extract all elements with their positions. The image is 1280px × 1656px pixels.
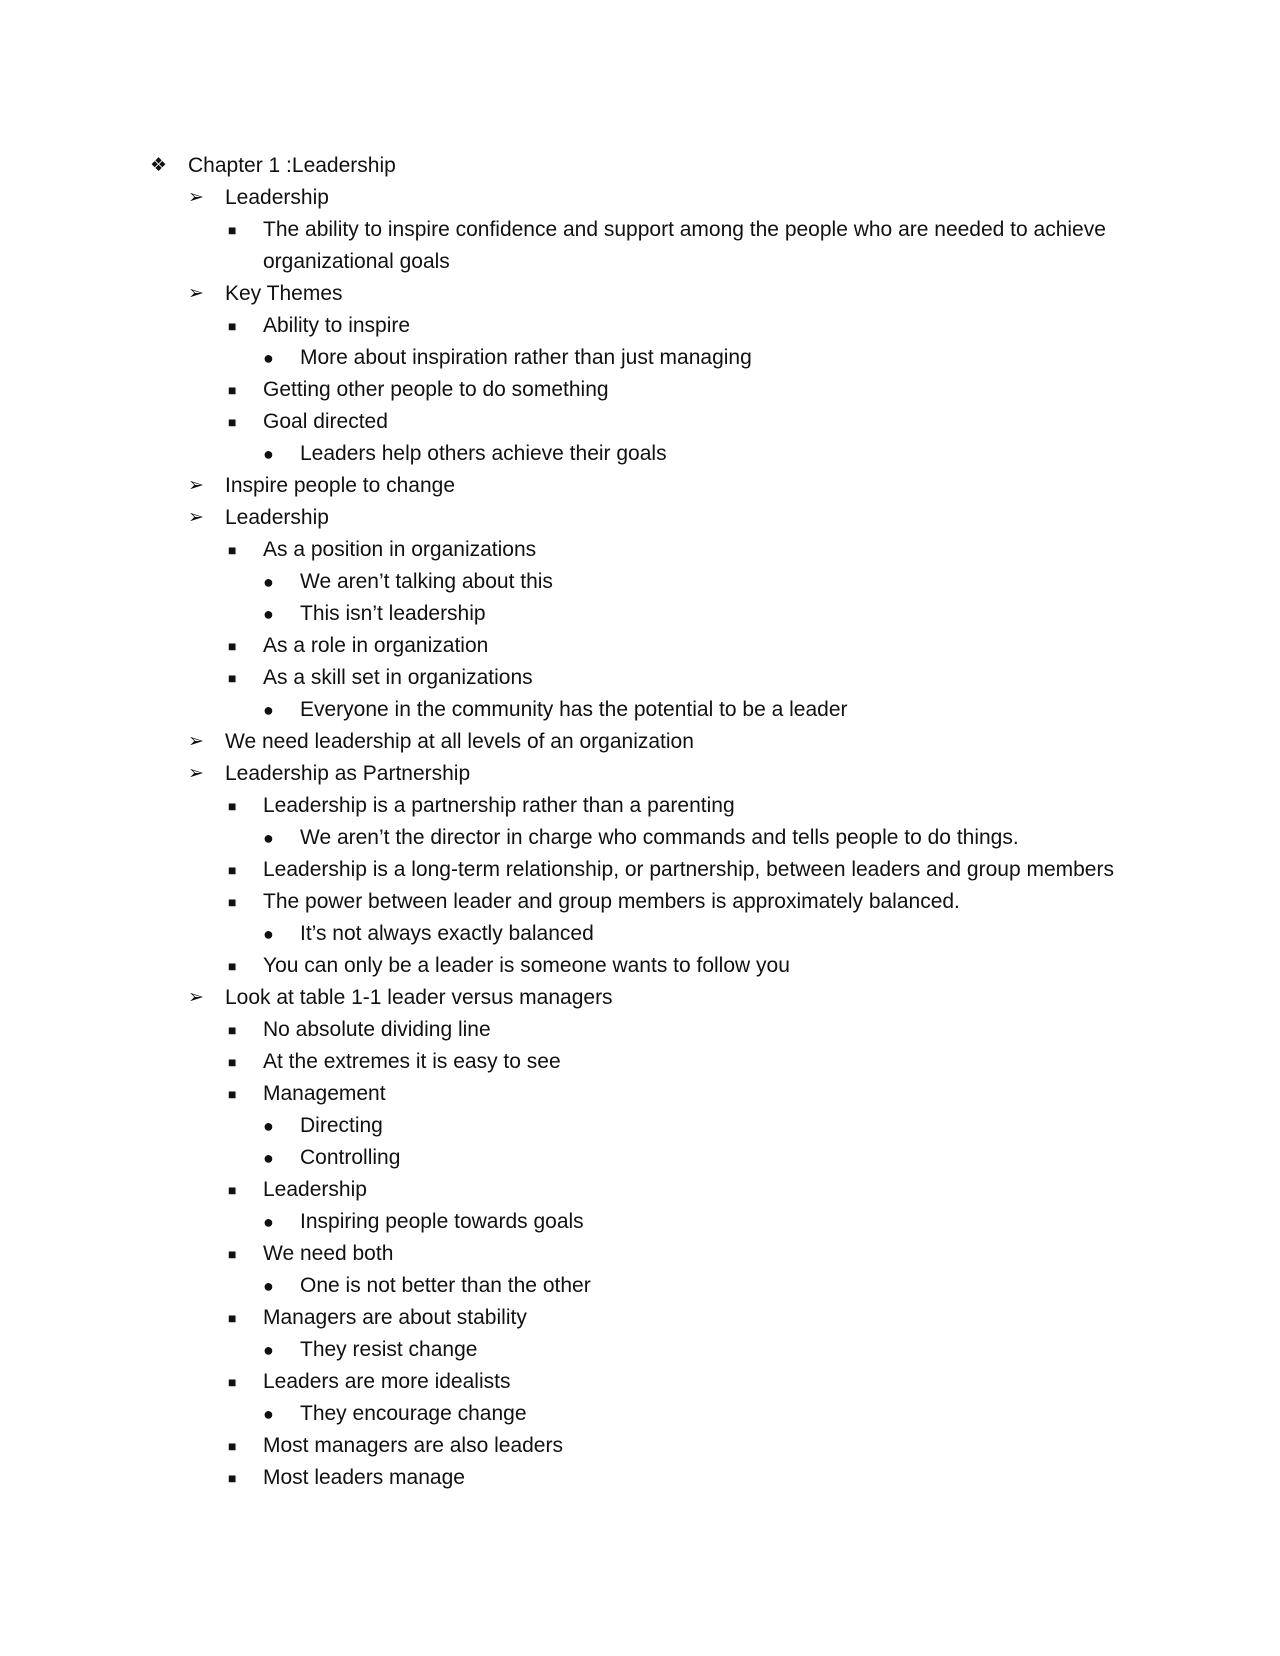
- dot-bullet-icon: ●: [263, 1212, 274, 1232]
- outline-item-text: No absolute dividing line: [263, 1018, 491, 1041]
- square-bullet-icon: ■: [228, 1182, 237, 1198]
- outline-item-text: We need leadership at all levels of an organization: [225, 730, 694, 753]
- outline-item-text: You can only be a leader is someone wants to follow you: [263, 954, 790, 977]
- outline-item-level-2: [150, 790, 1150, 822]
- outline-item-level-3: [150, 822, 1150, 854]
- square-bullet-icon: ■: [228, 1470, 237, 1486]
- square-bullet-icon: ■: [228, 958, 237, 974]
- square-bullet-icon: ■: [228, 1022, 237, 1038]
- outline-item-level-3: [150, 1334, 1150, 1366]
- square-bullet-icon: ■: [228, 638, 237, 654]
- outline-item-level-3: [150, 1270, 1150, 1302]
- outline-item-text: We need both: [263, 1242, 394, 1265]
- outline-item-level-2: [150, 886, 1150, 918]
- outline-item-level-1: [150, 470, 1150, 502]
- outline-item-text: Getting other people to do something: [263, 378, 609, 401]
- outline-item-text: Inspire people to change: [225, 474, 456, 497]
- dot-bullet-icon: ●: [263, 1116, 274, 1136]
- outline-item-level-3: [150, 342, 1150, 374]
- arrow-bullet-icon: ➢: [188, 507, 204, 528]
- outline-item-level-3: [150, 438, 1150, 470]
- square-bullet-icon: ■: [228, 1438, 237, 1454]
- arrow-bullet-icon: ➢: [188, 731, 204, 752]
- square-bullet-icon: ■: [228, 798, 237, 814]
- square-bullet-icon: ■: [228, 894, 237, 910]
- outline-item-level-2: [150, 1014, 1150, 1046]
- square-bullet-icon: ■: [228, 382, 237, 398]
- outline-item-text: Directing: [300, 1114, 383, 1137]
- outline-item-level-2: [150, 1174, 1150, 1206]
- outline-item-text: One is not better than the other: [300, 1274, 591, 1297]
- outline-item-text: Key Themes: [225, 282, 343, 305]
- outline-item-level-2: [150, 310, 1150, 342]
- outline-item-level-2: [150, 214, 1150, 278]
- outline-item-text: The ability to inspire confidence and support among the people who are needed to achieve organizational goals: [263, 218, 1106, 273]
- outline-item-level-2: [150, 534, 1150, 566]
- outline-item-text: Most leaders manage: [263, 1466, 465, 1489]
- outline-item-level-0: [150, 150, 1150, 182]
- outline-list: [150, 150, 1150, 1494]
- outline-item-level-1: [150, 758, 1150, 790]
- outline-item-level-2: [150, 1078, 1150, 1110]
- diamond-bullet-icon: ❖: [150, 155, 168, 176]
- outline-item-text: Goal directed: [263, 410, 388, 433]
- dot-bullet-icon: ●: [263, 1340, 274, 1360]
- dot-bullet-icon: ●: [263, 348, 274, 368]
- outline-item-level-3: [150, 1206, 1150, 1238]
- dot-bullet-icon: ●: [263, 700, 274, 720]
- outline-item-text: Leaders help others achieve their goals: [300, 442, 667, 465]
- outline-item-level-2: [150, 1046, 1150, 1078]
- outline-item-level-1: [150, 726, 1150, 758]
- arrow-bullet-icon: ➢: [188, 187, 204, 208]
- outline-item-text: At the extremes it is easy to see: [263, 1050, 561, 1073]
- outline-item-text: We aren’t the director in charge who commands and tells people to do things.: [300, 826, 1019, 849]
- square-bullet-icon: ■: [228, 222, 237, 238]
- outline-item-text: Leadership: [263, 1178, 367, 1201]
- outline-item-text: Inspiring people towards goals: [300, 1210, 584, 1233]
- dot-bullet-icon: ●: [263, 604, 274, 624]
- outline-item-level-3: [150, 566, 1150, 598]
- outline-item-level-3: [150, 1110, 1150, 1142]
- outline-item-level-3: [150, 1398, 1150, 1430]
- square-bullet-icon: ■: [228, 670, 237, 686]
- arrow-bullet-icon: ➢: [188, 987, 204, 1008]
- square-bullet-icon: ■: [228, 1086, 237, 1102]
- outline-item-text: Leadership: [225, 506, 329, 529]
- dot-bullet-icon: ●: [263, 1276, 274, 1296]
- outline-item-level-3: [150, 598, 1150, 630]
- outline-item-level-2: [150, 406, 1150, 438]
- outline-item-level-2: [150, 1238, 1150, 1270]
- outline-item-text: Leadership is a partnership rather than a parenting: [263, 794, 735, 817]
- arrow-bullet-icon: ➢: [188, 475, 204, 496]
- square-bullet-icon: ■: [228, 862, 237, 878]
- square-bullet-icon: ■: [228, 542, 237, 558]
- outline-item-level-2: [150, 662, 1150, 694]
- outline-item-text: As a position in organizations: [263, 538, 537, 561]
- outline-item-text: Managers are about stability: [263, 1306, 527, 1329]
- outline-item-level-1: [150, 278, 1150, 310]
- outline-item-text: Controlling: [300, 1146, 401, 1169]
- outline-item-level-2: [150, 1302, 1150, 1334]
- outline-item-level-2: [150, 1462, 1150, 1494]
- outline-item-text: They encourage change: [300, 1402, 527, 1425]
- outline-item-text: It’s not always exactly balanced: [300, 922, 594, 945]
- outline-item-level-3: [150, 918, 1150, 950]
- dot-bullet-icon: ●: [263, 444, 274, 464]
- dot-bullet-icon: ●: [263, 828, 274, 848]
- outline-item-level-2: [150, 950, 1150, 982]
- outline-item-level-1: [150, 502, 1150, 534]
- outline-item-text: Look at table 1-1 leader versus managers: [225, 986, 613, 1009]
- outline-item-text: Leadership as Partnership: [225, 762, 471, 785]
- dot-bullet-icon: ●: [263, 924, 274, 944]
- outline-item-text: Ability to inspire: [263, 314, 411, 337]
- outline-item-level-3: [150, 694, 1150, 726]
- outline-item-text: Management: [263, 1082, 386, 1105]
- outline-item-text: This isn’t leadership: [300, 602, 486, 625]
- square-bullet-icon: ■: [228, 1054, 237, 1070]
- square-bullet-icon: ■: [228, 1310, 237, 1326]
- dot-bullet-icon: ●: [263, 572, 274, 592]
- outline-item-level-2: [150, 630, 1150, 662]
- outline-item-text: As a role in organization: [263, 634, 489, 657]
- arrow-bullet-icon: ➢: [188, 283, 204, 304]
- square-bullet-icon: ■: [228, 318, 237, 334]
- outline-item-text: We aren’t talking about this: [300, 570, 553, 593]
- arrow-bullet-icon: ➢: [188, 763, 204, 784]
- outline-item-level-1: [150, 982, 1150, 1014]
- outline-item-text: Leadership: [225, 186, 329, 209]
- outline-item-text: As a skill set in organizations: [263, 666, 533, 689]
- outline-item-level-2: [150, 1366, 1150, 1398]
- outline-item-level-1: [150, 182, 1150, 214]
- outline-item-level-2: [150, 1430, 1150, 1462]
- dot-bullet-icon: ●: [263, 1404, 274, 1424]
- outline-item-level-2: [150, 374, 1150, 406]
- outline-item-text: Leaders are more idealists: [263, 1370, 511, 1393]
- outline-item-level-2: [150, 854, 1150, 886]
- square-bullet-icon: ■: [228, 1374, 237, 1390]
- outline-item-level-3: [150, 1142, 1150, 1174]
- outline-item-text: They resist change: [300, 1338, 478, 1361]
- outline-item-text: Leadership is a long-term relationship, or partnership, between leaders and group members: [263, 858, 1114, 881]
- square-bullet-icon: ■: [228, 1246, 237, 1262]
- outline-item-text: Chapter 1 :Leadership: [188, 154, 396, 177]
- outline-item-text: The power between leader and group members is approximately balanced.: [263, 890, 960, 913]
- outline-item-text: Everyone in the community has the potential to be a leader: [300, 698, 848, 721]
- outline-item-text: Most managers are also leaders: [263, 1434, 563, 1457]
- outline-item-text: More about inspiration rather than just managing: [300, 346, 752, 369]
- square-bullet-icon: ■: [228, 414, 237, 430]
- dot-bullet-icon: ●: [263, 1148, 274, 1168]
